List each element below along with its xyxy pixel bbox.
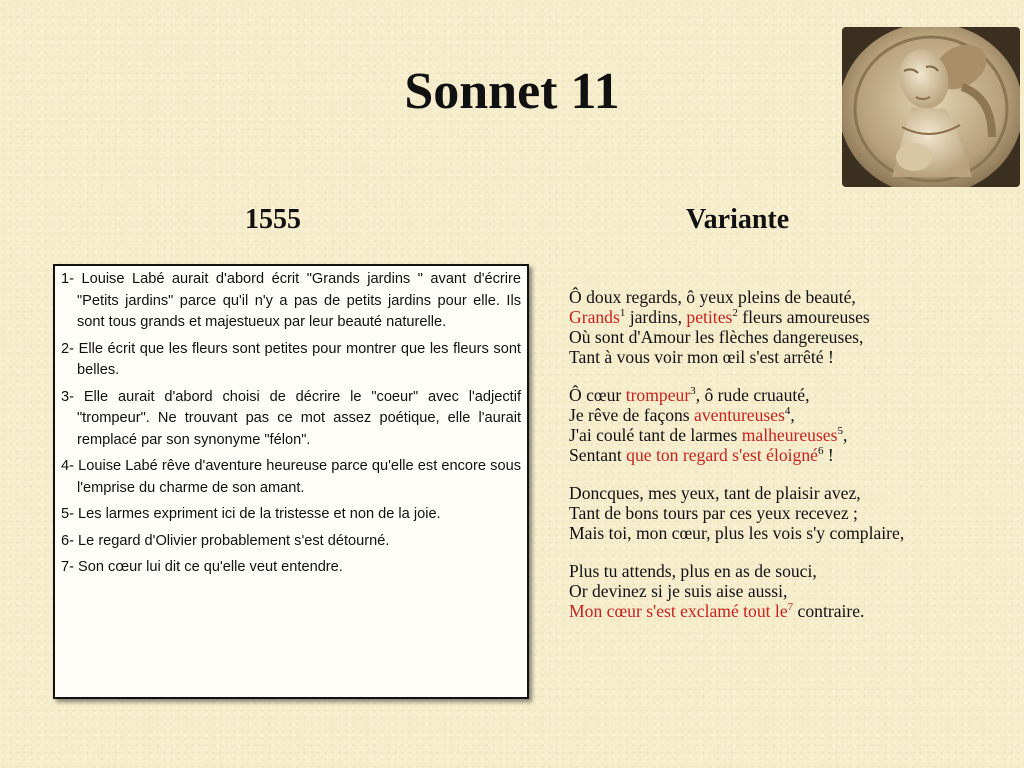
footnote-marker: 4	[784, 405, 791, 418]
highlighted-word: aventureuses	[694, 405, 785, 425]
poem-text: , ô rude cruauté,	[695, 385, 810, 405]
poem-text: Tant de bons tours par ces yeux recevez ;	[569, 503, 858, 523]
poem-text: !	[823, 445, 834, 465]
poem-text: Or devinez si je suis aise aussi,	[569, 581, 788, 601]
poem-text: ,	[842, 425, 848, 445]
footnote-marker: 5	[837, 425, 843, 438]
poem-text: fleurs amoureuses	[737, 307, 870, 327]
poem-line	[569, 483, 1009, 503]
highlighted-word: malheureuses	[741, 425, 838, 445]
poem-line	[569, 561, 1009, 581]
poem-text: J'ai coulé tant de larmes	[569, 425, 742, 445]
stanza-4	[569, 561, 1009, 621]
poem-text: contraire.	[793, 601, 865, 621]
poem-text: Ô doux regards, ô yeux pleins de beauté,	[569, 287, 856, 307]
poem-text: Où sont d'Amour les flèches dangereuses,	[569, 327, 864, 347]
poem-line	[569, 523, 1009, 543]
poem-text: Je rêve de façons	[569, 405, 695, 425]
footnote-marker: 2	[732, 307, 738, 320]
footnote-marker: 7	[787, 601, 794, 614]
poem-line	[569, 307, 1009, 327]
footnote-1: 1- Louise Labé aurait d'abord écrit "Grands jardins " avant d'écrire "Petits jardins" parce qu'il n'y a pas de petits jardins pour elle. Ils sont tous grands et majestueux par leur beauté naturelle.	[61, 271, 521, 330]
poem-text: Doncques, mes yeux, tant de plaisir avez,	[569, 483, 861, 503]
poem-line	[569, 601, 1009, 621]
variant-heading: Variante	[686, 204, 790, 235]
year-heading: 1555	[245, 204, 301, 235]
portrait-image	[842, 27, 1020, 187]
sonnet-variant-text	[569, 287, 1009, 639]
footnote-5: 5- Les larmes expriment ici de la tristesse et non de la joie.	[61, 506, 441, 522]
poem-text: jardins,	[625, 307, 687, 327]
poem-line	[569, 503, 1009, 523]
footnote-marker: 6	[817, 445, 824, 458]
poem-text: Plus tu attends, plus en as de souci,	[569, 561, 817, 581]
poem-line	[569, 347, 1009, 367]
footnote-marker: 1	[619, 307, 626, 320]
poem-text: Ô cœur	[569, 385, 626, 405]
footnote-3: 3- Elle aurait d'abord choisi de décrire le "coeur" avec l'adjectif "trompeur". Ne trouvant pas ce mot assez poétique, elle l'aurait remplacé par son synonyme "félon".	[61, 388, 521, 448]
footnote-2: 2- Elle écrit que les fleurs sont petites pour montrer que les fleurs sont belles.	[61, 340, 521, 378]
poem-line	[569, 581, 1009, 601]
footnote-6: 6- Le regard d'Olivier probablement s'est détourné.	[61, 532, 390, 549]
footnote-7: 7- Son cœur lui dit ce qu'elle veut entendre.	[61, 559, 343, 575]
highlighted-word: trompeur	[625, 385, 691, 405]
poem-line	[569, 385, 1009, 405]
poem-line	[569, 327, 1009, 347]
poem-line	[569, 405, 1009, 425]
footnote-marker: 3	[690, 385, 696, 398]
poem-text: Sentant	[569, 445, 627, 465]
poem-line	[569, 287, 1009, 307]
poem-text: Mais toi, mon cœur, plus les vois s'y complaire,	[569, 523, 905, 543]
highlighted-word: Mon cœur s'est exclamé tout le	[569, 601, 788, 621]
sculpture-portrait-icon	[842, 27, 1020, 187]
poem-text: ,	[790, 405, 795, 425]
highlighted-word: que ton regard s'est éloigné	[626, 445, 818, 465]
footnote-4: 4- Louise Labé rêve d'aventure heureuse parce qu'elle est encore sous l'emprise du charme de son amant.	[61, 458, 521, 496]
footnotes-box	[53, 264, 529, 699]
stanza-3	[569, 483, 1009, 543]
stanza-2	[569, 385, 1009, 465]
page-title: Sonnet 11	[404, 63, 620, 120]
poem-line	[569, 445, 1009, 465]
poem-text: Tant à vous voir mon œil s'est arrêté !	[569, 347, 834, 367]
stanza-1	[569, 287, 1009, 367]
highlighted-word: petites	[686, 307, 733, 327]
highlighted-word: Grands	[569, 307, 620, 327]
poem-line	[569, 425, 1009, 445]
